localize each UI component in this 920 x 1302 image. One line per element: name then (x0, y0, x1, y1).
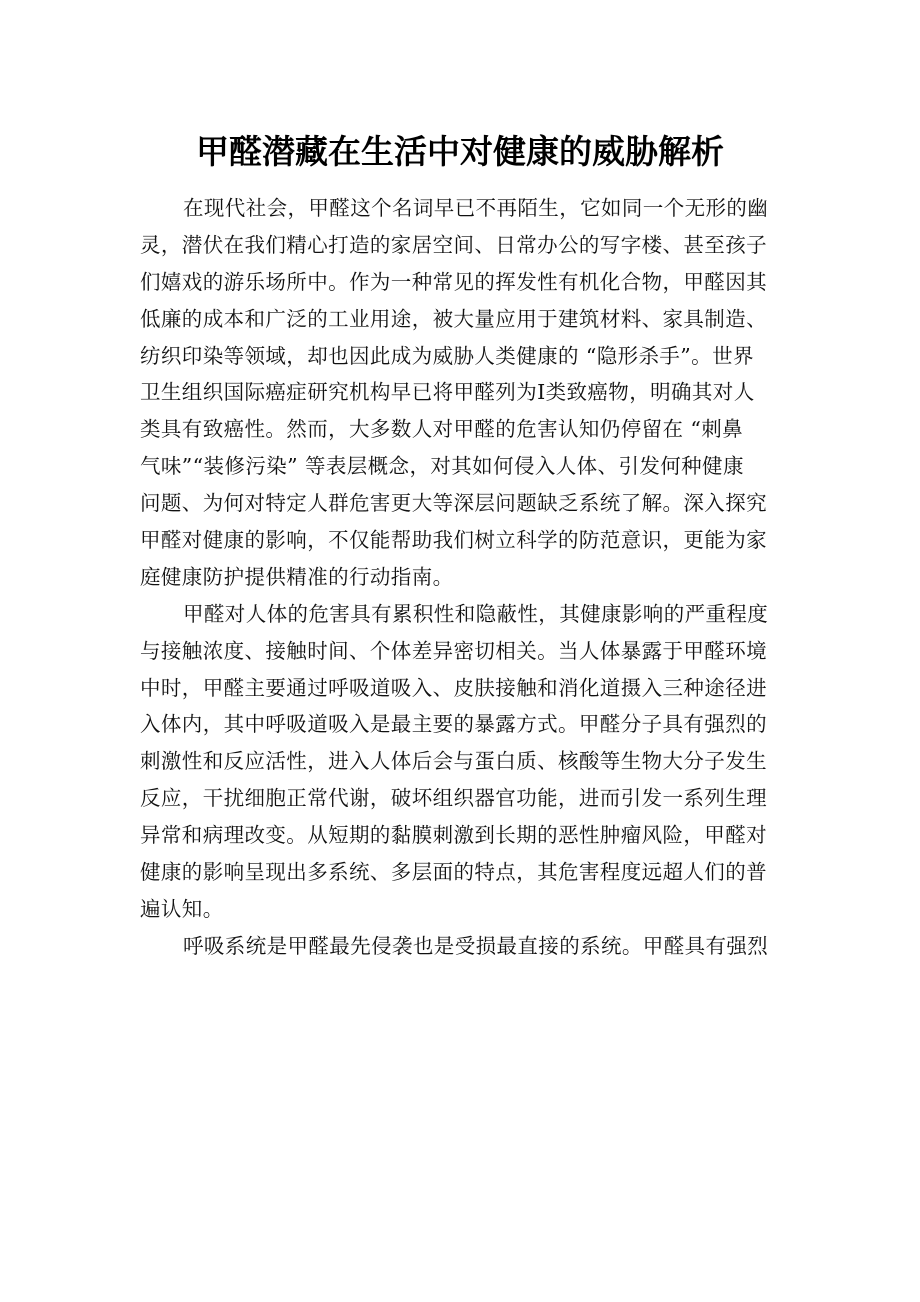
paragraph-2 (140, 596, 790, 928)
text-line: 异常和病理改变。从短期的黏膜刺激到长期的恶性肿瘤风险，甲醛对 (140, 823, 767, 848)
text-line: 遍认知。 (140, 896, 224, 921)
text-line: 甲醛对人体的危害具有累积性和隐蔽性，其健康影响的严重程度 (183, 601, 769, 626)
text-line: 反应，干扰细胞正常代谢，破坏组织器官功能，进而引发一系列生理 (140, 786, 767, 811)
text-line: 与接触浓度、接触时间、个体差异密切相关。当人体暴露于甲醛环境 (140, 638, 767, 663)
text-line: 呼吸系统是甲醛最先侵袭也是受损最直接的系统。甲醛具有强烈 (183, 933, 769, 958)
document-title: 甲醛潜藏在生活中对健康的威胁解析 (196, 132, 724, 171)
text-line: 中时，甲醛主要通过呼吸道吸入、皮肤接触和消化道摄入三种途径进 (140, 675, 767, 700)
text-line: 刺激性和反应活性，进入人体后会与蛋白质、核酸等生物大分子发生 (140, 749, 767, 774)
paragraph-3 (140, 928, 790, 965)
text-line: 甲醛对健康的影响，不仅能帮助我们树立科学的防范意识，更能为家 (140, 528, 767, 553)
text-line: 健康的影响呈现出多系统、多层面的特点，其危害程度远超人们的普 (140, 860, 767, 885)
paragraph-1 (140, 190, 790, 596)
document-body (140, 190, 790, 965)
text-line: 们嬉戏的游乐场所中。作为一种常见的挥发性有机化合物，甲醛因其 (140, 269, 767, 294)
text-line: 类具有致癌性。然而，大多数人对甲醛的危害认知仍停留在 “刺鼻 (140, 417, 743, 442)
text-line: 卫生组织国际癌症研究机构早已将甲醛列为Ⅰ类致癌物，明确其对人 (140, 380, 755, 405)
text-line: 在现代社会，甲醛这个名词早已不再陌生，它如同一个无形的幽 (183, 196, 769, 220)
text-line: 庭健康防护提供精准的行动指南。 (140, 564, 454, 589)
text-line: 纺织印染等领域，却也因此成为威胁人类健康的 “隐形杀手”。世界 (140, 343, 754, 368)
text-line: 灵，潜伏在我们精心打造的家居空间、日常办公的写字楼、甚至孩子 (140, 232, 767, 257)
text-line: 低廉的成本和广泛的工业用途，被大量应用于建筑材料、家具制造、 (140, 306, 767, 331)
text-line: 问题、为何对特定人群危害更大等深层问题缺乏系统了解。深入探究 (140, 491, 767, 516)
text-line: 气味”“装修污染” 等表层概念，对其如何侵入人体、引发何种健康 (140, 454, 744, 479)
text-line: 入体内，其中呼吸道吸入是最主要的暴露方式。甲醛分子具有强烈的 (140, 712, 767, 737)
